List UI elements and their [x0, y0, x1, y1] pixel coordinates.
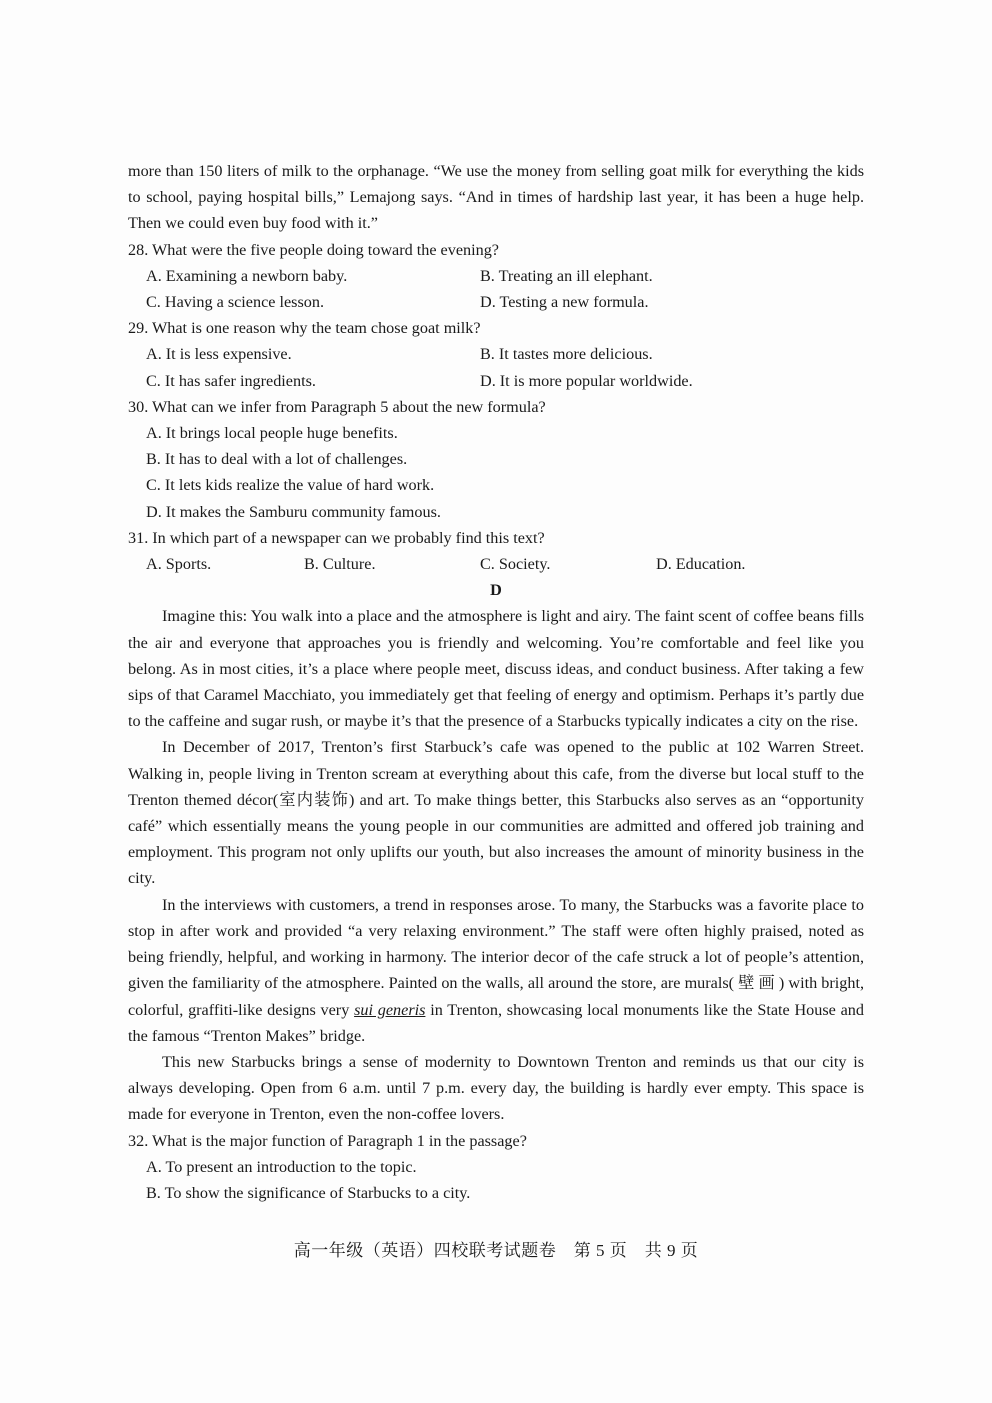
option-a[interactable]: A. It is less expensive.: [146, 345, 292, 364]
option-a[interactable]: A. To present an introduction to the topic.: [146, 1157, 417, 1176]
option-d[interactable]: D. Education.: [656, 555, 746, 574]
option-b[interactable]: B. Culture.: [304, 555, 376, 574]
question-stem: 28. What were the five people doing toward the evening?: [128, 240, 499, 259]
section-title: D: [490, 581, 502, 600]
question-31: [128, 525, 864, 577]
option-d[interactable]: D. Testing a new formula.: [480, 293, 649, 312]
option-d[interactable]: D. It makes the Samburu community famous.: [146, 502, 441, 521]
passage-paragraph-1: Imagine this: You walk into a place and the atmosphere is light and airy. The faint scent of coffee beans fills the air and everyone that approaches you is friendly and welcoming. You’re comfortable and feel like you belong. As in most cities, it’s a place where people meet, discuss ideas, and conduct business. After taking a few sips of that Caramel Macchiato, you immediately get that feeling of energy and optimism. Perhaps it’s partly due to the caffeine and sugar rush, or maybe it’s that the presence of a Starbucks typically indicates a city on the rise.: [128, 607, 864, 731]
option-d[interactable]: D. It is more popular worldwide.: [480, 371, 693, 390]
option-c[interactable]: C. Society.: [480, 555, 551, 574]
question-stem: 30. What can we infer from Paragraph 5 about the new formula?: [128, 397, 546, 416]
question-stem: 29. What is one reason why the team chose goat milk?: [128, 319, 481, 338]
passage-paragraph-4: This new Starbucks brings a sense of modernity to Downtown Trenton and reminds us that our city is always developing. Open from 6 a.m. until 7 p.m. every day, the building is hardly ever empty. This space is made for everyone in Trenton, even the non-coffee lovers.: [128, 1052, 864, 1124]
option-b[interactable]: B. To show the significance of Starbucks to a city.: [146, 1183, 471, 1202]
page-footer: 高一年级（英语）四校联考试题卷 第 5 页 共 9 页: [293, 1241, 699, 1260]
intro-paragraph: more than 150 liters of milk to the orphanage. “We use the money from selling goat milk for everything the kids to school, paying hospital bills,” Lemajong says. “And in times of hardship last year, it has been a huge help. Then we could even buy food with it.”: [128, 162, 864, 233]
option-a[interactable]: A. Sports.: [146, 555, 212, 574]
passage-paragraph-2: In December of 2017, Trenton’s first Starbuck’s cafe was opened to the public at 102 Warren Street. Walking in, people living in Trenton scream at everything about this cafe, from the diverse but local stuff to the Trenton themed décor(室内装饰) and art. To make things better, this Starbucks also serves as an “opportunity café” which essentially means the young people in our communities are admitted and offered job training and employment. This program not only uplifts our youth, but also increases the amount of minority business in the city.: [128, 738, 864, 888]
question-stem: 32. What is the major function of Paragraph 1 in the passage?: [128, 1131, 527, 1150]
option-c[interactable]: C. Having a science lesson.: [146, 293, 325, 312]
option-c[interactable]: C. It lets kids realize the value of hard work.: [146, 476, 435, 495]
exam-page: [128, 158, 864, 1206]
option-b[interactable]: B. It has to deal with a lot of challenges.: [146, 450, 408, 469]
option-a[interactable]: A. Examining a newborn baby.: [146, 266, 348, 285]
question-32: [128, 1128, 864, 1207]
option-b[interactable]: B. Treating an ill elephant.: [480, 266, 653, 285]
option-c[interactable]: C. It has safer ingredients.: [146, 371, 316, 390]
question-30: [128, 394, 864, 525]
paragraph-text: in Trenton, showcasing local monuments like the State House and the famous “Trenton Makes” bridge.: [128, 1000, 864, 1045]
passage-paragraph-3: [128, 892, 864, 1049]
emphasized-term: sui generis: [354, 1000, 426, 1019]
question-29: [128, 315, 864, 394]
question-stem: 31. In which part of a newspaper can we probably find this text?: [128, 528, 545, 547]
question-28: [128, 237, 864, 316]
option-b[interactable]: B. It tastes more delicious.: [480, 345, 653, 364]
option-a[interactable]: A. It brings local people huge benefits.: [146, 424, 398, 443]
paragraph-text: In the interviews with customers, a trend in responses arose. To many, the Starbucks was a favorite place to stop in after work and provided “a very relaxing environment.” The staff were often highly praised, noted as being friendly, helpful, and working in harmony. The interior decor of the cafe struck a lot of people’s attention, given the familiarity of the atmosphere. Painted on the walls, all around the store, are murals( 壁 画 ) with bright, colorful, graffiti-like designs very: [128, 895, 864, 1019]
